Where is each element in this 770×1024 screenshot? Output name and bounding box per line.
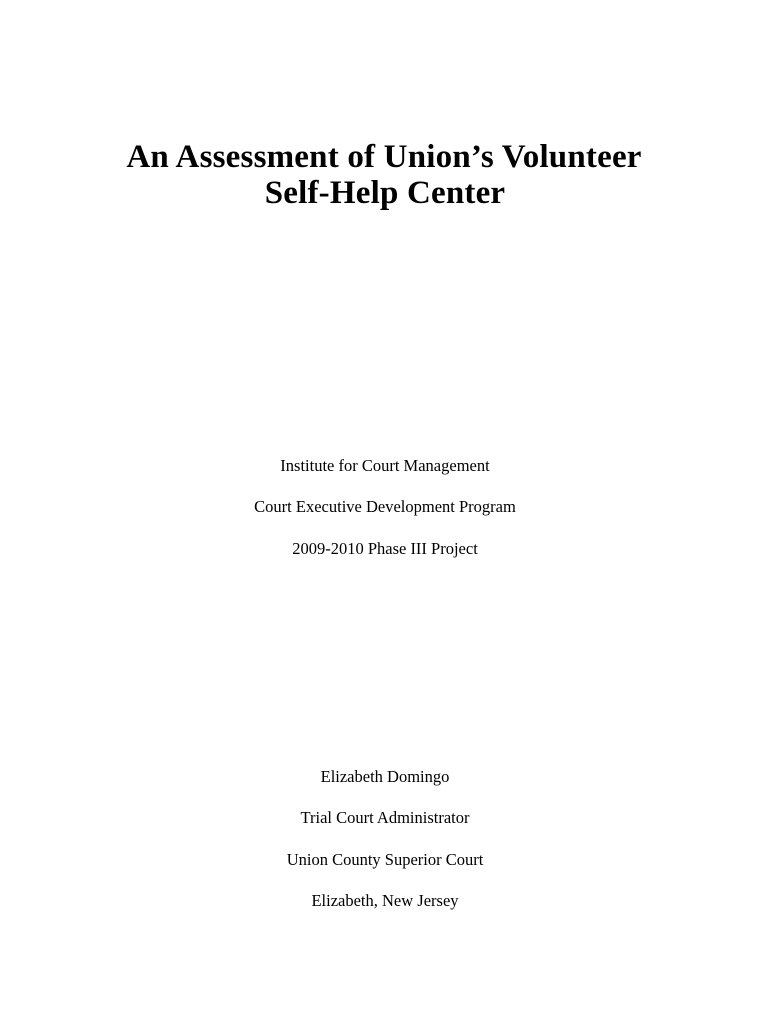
author-location: Elizabeth, New Jersey — [311, 891, 459, 910]
author-title: Trial Court Administrator — [300, 808, 470, 827]
institute-name: Institute for Court Management — [280, 456, 490, 475]
document-title-line-2: Self-Help Center — [264, 175, 506, 211]
document-title-line-1: An Assessment of Union’s Volunteer — [126, 139, 642, 175]
author-court: Union County Superior Court — [286, 850, 484, 869]
project-name: 2009-2010 Phase III Project — [292, 539, 478, 558]
program-name: Court Executive Development Program — [254, 497, 516, 516]
author-name: Elizabeth Domingo — [320, 767, 450, 786]
